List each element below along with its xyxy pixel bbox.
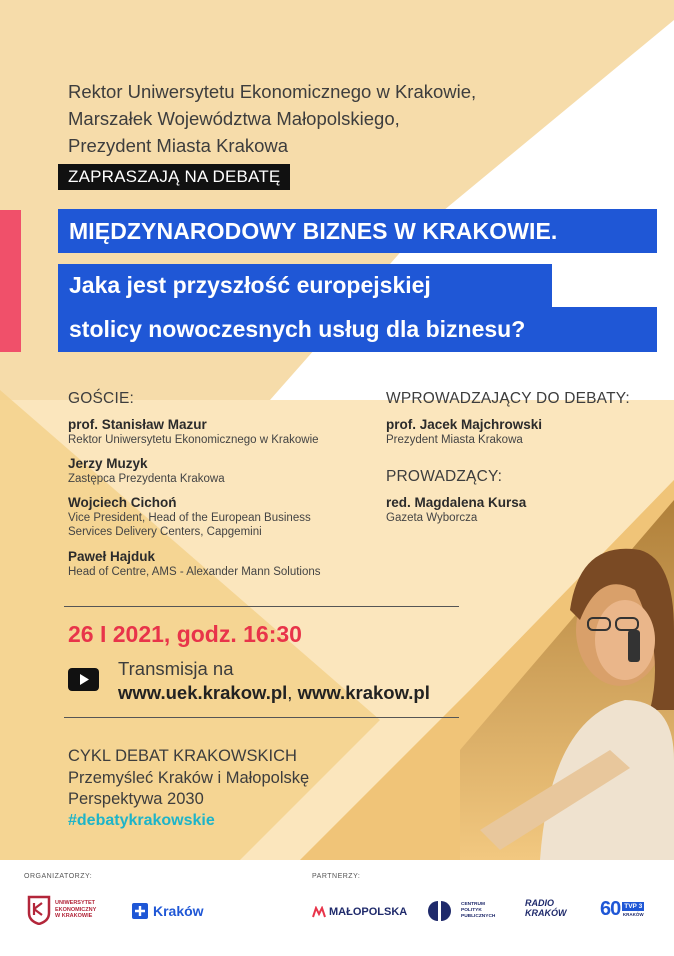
- transmission-urls: [118, 681, 430, 705]
- intro-person: [386, 416, 542, 447]
- krakow-mark-icon: [132, 903, 148, 919]
- guest-name: prof. Stanisław Mazur: [68, 417, 207, 432]
- tvp3-number: 60: [600, 898, 621, 920]
- hashtag: #debatykrakowskie: [68, 812, 215, 829]
- intro-role: Prezydent Miasta Krakowa: [386, 434, 523, 446]
- krakow-logo: [132, 903, 204, 919]
- intro-name: prof. Jacek Majchrowski: [386, 417, 543, 432]
- guest-name: Paweł Hajduk: [68, 549, 156, 564]
- guest-role-cont: Services Delivery Centers, Capgemini: [68, 526, 262, 538]
- malopolska-logo: [312, 906, 407, 918]
- guest-item: [68, 548, 321, 579]
- guest-role: Head of Centre, AMS - Alexander Mann Solutions: [68, 566, 321, 578]
- uek-crest-icon: [27, 895, 51, 925]
- divider-top: [64, 606, 459, 607]
- title-line-2: Jaka jest przyszłość europejskiej: [58, 264, 552, 307]
- invite-label: ZAPRASZAJĄ NA DEBATĘ: [58, 164, 290, 190]
- play-icon: [68, 668, 99, 691]
- guest-role: Rektor Uniwersytetu Ekonomicznego w Krakowie: [68, 434, 319, 446]
- guest-name: Jerzy Muzyk: [68, 456, 148, 471]
- debate-cycle: [68, 746, 309, 811]
- radio-krakow-logo: [525, 898, 567, 918]
- guest-item: [68, 416, 319, 447]
- cpp-logo: [427, 900, 495, 922]
- link-uek[interactable]: www.uek.krakow.pl: [118, 682, 288, 703]
- guest-role: Zastępca Prezydenta Krakowa: [68, 473, 225, 485]
- title-line-3: stolicy nowoczesnych usług dla biznesu?: [58, 307, 657, 352]
- divider-bottom: [64, 717, 459, 718]
- guest-item: [68, 455, 225, 486]
- tvp3-badge-group: [622, 902, 644, 917]
- tvp3-logo: [600, 898, 644, 921]
- moderator-name: red. Magdalena Kursa: [386, 495, 527, 510]
- transmission-label: Transmisja na: [118, 658, 234, 679]
- uek-logo-text: UNIWERSYTET EKONOMICZNY W KRAKOWIE: [55, 900, 97, 920]
- cycle-line: Przemyśleć Kraków i Małopolskę: [68, 768, 310, 787]
- guest-item: [68, 494, 311, 539]
- malopolska-logo-text: MAŁOPOLSKA: [329, 906, 408, 918]
- red-accent-bar: [0, 210, 21, 352]
- host-line: Marszałek Województwa Małopolskiego,: [68, 108, 400, 129]
- organizers-label: ORGANIZATORZY:: [24, 873, 93, 880]
- radio-krakow-text: RADIO KRAKÓW: [525, 898, 567, 918]
- title-line-1: MIĘDZYNARODOWY BIZNES W KRAKOWIE.: [58, 209, 657, 253]
- host-line: Prezydent Miasta Krakowa: [68, 135, 289, 156]
- malopolska-mark-icon: [312, 906, 326, 918]
- krakow-logo-text: Kraków: [153, 903, 204, 919]
- uek-logo: [27, 895, 96, 925]
- cycle-line: CYKL DEBAT KRAKOWSKICH: [68, 747, 297, 765]
- url-separator: ,: [287, 682, 298, 703]
- guests-label: GOŚCIE:: [68, 390, 134, 407]
- guest-name: Wojciech Cichoń: [68, 495, 177, 510]
- guest-role: Vice President, Head of the European Business: [68, 512, 311, 524]
- intro-label: WPROWADZAJĄCY DO DEBATY:: [386, 390, 630, 407]
- link-krakow[interactable]: www.krakow.pl: [297, 682, 430, 703]
- hosts-block: [68, 78, 476, 159]
- cpp-logo-text: CENTRUM POLITYK PUBLICZNYCH: [461, 902, 496, 919]
- moderator-person: [386, 494, 526, 525]
- moderator-role: Gazeta Wyborcza: [386, 512, 478, 524]
- host-line: Rektor Uniwersytetu Ekonomicznego w Krakowie,: [68, 81, 477, 102]
- cycle-line: Perspektywa 2030: [68, 790, 204, 808]
- partners-label: PARTNERZY:: [312, 873, 361, 880]
- moderator-label: PROWADZĄCY:: [386, 468, 503, 485]
- cpp-mark-icon: [427, 900, 457, 922]
- event-date: 26 I 2021, godz. 16:30: [68, 621, 302, 647]
- tvp3-badge: TVP 3: [624, 903, 643, 910]
- tvp3-sub: KRAKÓW: [622, 912, 644, 917]
